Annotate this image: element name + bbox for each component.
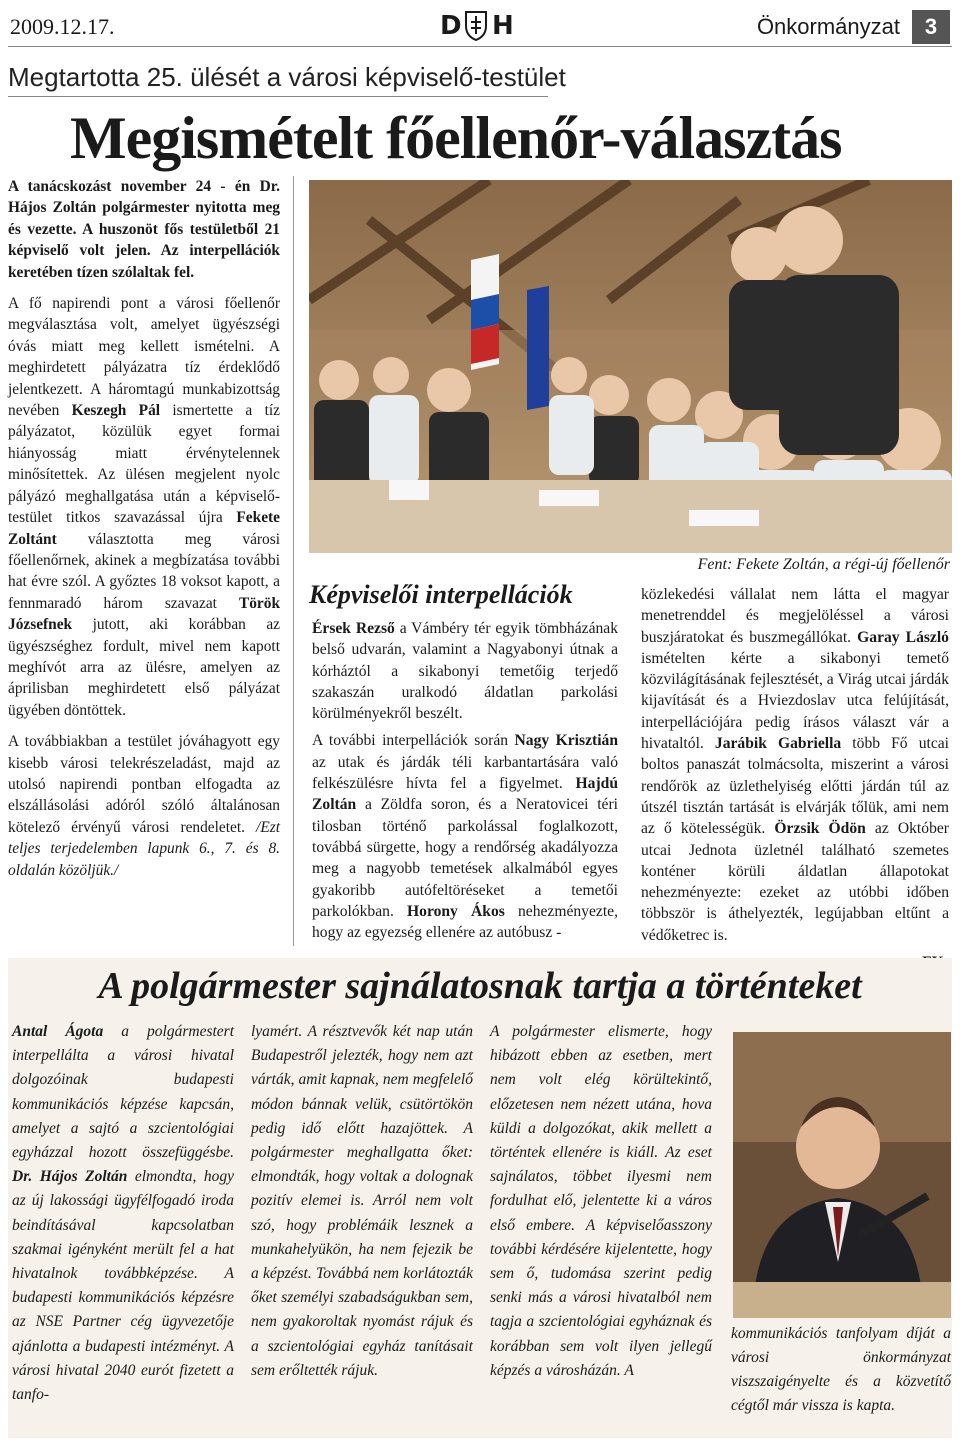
lead-paragraph: A tanácskozást november 24 - én Dr. Hájos Zoltán polgármester nyitotta meg és vezette. A huszonöt fős testületből 21 képviselő volt jelen. Az interpellációk keretében tízen szólaltak fel. — [8, 178, 280, 281]
body-paragraph-2: A továbbiakban a testület jóváhagyott egy kisebb városi telekrészeladást, majd az utolsó napirendi pontban elfogadta az elszállásolási adóról szóló általánosan kötelező érvényű városi rendeletet. /Ezt teljes terjedelemben lapunk 6., 7. és 8. oldalán közöljük./ — [8, 733, 280, 879]
mayor-photo — [733, 1032, 951, 1318]
bottom-headline: A polgármester sajnálatosnak tartja a történteket — [98, 965, 862, 1007]
bottom-photo-caption: kommunikációs tanfolyam díját a városi önkormányzat viszszaigényelte és a közvetítő cégtől már vissza is kapta. — [731, 1325, 951, 1414]
person-name: Keszegh Pál — [71, 402, 161, 420]
bottom-column-3: A polgármester elismerte, hogy hibázott ebben az esetben, mert nem volt elég körültekintő, előzetesen nem nézett utána, hova küldi a dolgozókat, akik mellett a történtek ellenére is kiáll. Az eset sajnálatos, többet ilyesmi nem fordulhat elő, jelentette ki a város első embere. A képviselőasszony további kérdésére kijelentette, hogy sem ő, tudomása szerint pedig senki más a városi hivatalból nem tagja a szcientológiai egyháznak és korábban sem volt ilyen jellegű képzés a városházán. A — [490, 1023, 712, 1379]
article-column-1 — [8, 176, 280, 891]
person-name: Fekete Zoltánt — [8, 509, 280, 548]
section-subtitle: Képviselői interpellációk — [309, 580, 573, 609]
svg-text:H: H — [492, 11, 514, 41]
body-paragraph-1: A fő napirendi pont a városi főellenőr megválasztása volt, amelyet ügyészségi óvás miatt meg kellett ismételni. A meghirdetett pályázatra tíz érdeklődő jelentkezett. A háromtagú munkabizottság nevében Keszegh Pál ismertette a tíz pályázatot, közülük egyet formai hiányosság miatt érvénytelennek minősítettek. Az ülésen megjelent nyolc pályázó meghallgatása után a képviselő-testület titkos szavazással újra Fekete Zoltánt választotta meg városi főellenőrnek, akinek a megbízatása további hat évre szól. A győztes 18 voksot kapott, a fennmaradó három szavazat Török Józsefnek jutott, aki korábban az ügyészséghez fordult, mivel nem kapott meghívót arra az ülésre, amelyen az áprilisban meghirdetett első pályázat ügyében döntöttek. — [8, 295, 280, 719]
council-meeting-photo — [309, 180, 952, 553]
reference-note: /Ezt teljes terjedelemben lapunk 6., 7. és 8. oldalán közöljük./ — [8, 818, 280, 879]
issue-date: 2009.12.17. — [10, 14, 115, 39]
interpellation-paragraph-3: közlekedési vállalat nem látta el magyar menetrenddel és megjelöléssel a városi buszjáratokat és buszmegállókat. Garay László ismételten kérte a sikabonyi temető közvilágításának fejlesztését, a Virág utcai járdák kijavítását és a Hviezdoslav utca felújítását, interpellációjára pedig írásos választ vár a hivataltól. Jarábik Gabriella több Fő utcai boltos panaszát tolmácsolta, miszerint a városi rendőrök az üzlethelyiség előtti járdán túl az útszél tisztán tartását is elvárják tőlük, ami nem az ő kötelességük. Örzsik Ödön az Október utcai Jednota üzletnél található szemetes konténer körüli áldatlan állapotokat nehezményezte: ezeket az utóbbi időben többször is áthelyezték, legújabban eltűnt a védőketrec is. — [641, 586, 949, 944]
kicker: Megtartotta 25. ülését a városi képviselő-testület — [8, 62, 566, 92]
kicker-divider — [8, 96, 548, 97]
article-column-3 — [641, 584, 949, 973]
article-column-2 — [312, 618, 618, 949]
section-name: Önkormányzat — [756, 14, 900, 39]
interpellation-paragraph-2: A további interpellációk során Nagy Krisztián az utak és járdák téli karbantartására való felkészülésre hívta fel a figyelmet. Hajdú Zoltán a Zöldfa soron, és a Neratovicei téri tilosban történő parkolással foglalkozott, továbbá sürgette, hogy a rendőrség akadályozza meg a nagyobb temetések alkalmából egyes gyakoribb autófeltöréseket a temetői parkolókban. Horony Ákos nehezményezte, hogy az egyezség ellenére az autóbusz - — [312, 732, 618, 942]
svg-text:D: D — [440, 11, 462, 41]
photo-caption: Fent: Fekete Zoltán, a régi-új főellenőr — [697, 556, 950, 573]
interpellation-paragraph-1: Érsek Rezső a Vámbéry tér egyik tömbházának belső udvarán, valamint a Nagyabonyi útnak a kórháztól a sikabonyi temetőig terjedő szakaszán uralkodó áldatlan parkolási körülményekről beszélt. — [312, 620, 619, 723]
bottom-column-1: Antal Ágota a polgármestert interpellálta a városi hivatal dolgozóinak budapesti kommunikációs képzése kapcsán, amelyet a sajtó a szcientológiai egyházzal hozott összefüggésbe. Dr. Hájos Zoltán elmondta, hogy az új lakossági ügyfélfogadó iroda beindításával kapcsolatban szakmai igényként merült fel a hat hivatalnok továbbképzése. A budapesti kommunikációs képzésre az NSE Partner cég ügyvezetője ajánlotta a budapesti intézményt. A városi hivatal 2040 eurót fizetett a tanfo- — [12, 1023, 235, 1404]
person-name: Török Józsefnek — [8, 594, 280, 634]
header-divider — [8, 46, 952, 47]
page-number: 3 — [912, 10, 950, 44]
main-headline: Megismételt főellenőr-választás — [70, 105, 842, 171]
column-divider — [293, 176, 294, 946]
newspaper-logo — [438, 6, 518, 42]
bottom-column-2: lyamért. A résztvevők két nap után Budapestről jelezték, hogy nem azt várták, amit kapnak, nem megfelelő módon bánnak velük, csütörtökön pedig idő előtt hazajöttek. A polgármester meghallgatta őket: elmondták, hogy voltak a dolognak pozitív elemei is. Arról nem volt szó, hogy problémáik lesznek a munkahelyükön, ha nem fejezik be a képzést. Továbbá nem korlátozták őket személyi szabadságukban sem, nem gyakoroltak nyomást rájuk és a szcientológiai egyház tanításait sem erőltették rájuk. — [251, 1023, 473, 1379]
